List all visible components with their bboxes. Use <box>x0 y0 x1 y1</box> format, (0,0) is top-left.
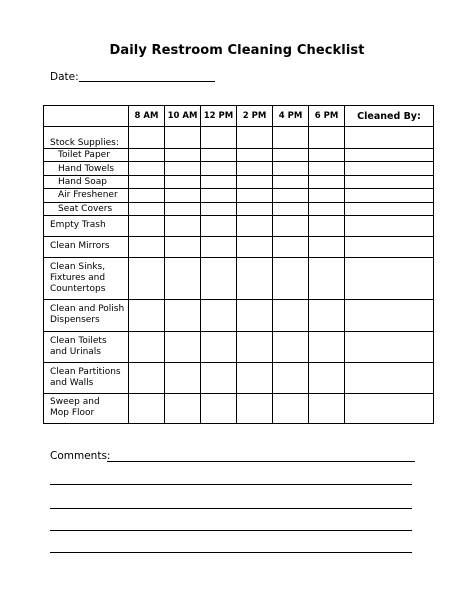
header-time-10am: 10 AM <box>165 106 201 127</box>
header-time-8am: 8 AM <box>129 106 165 127</box>
table-row <box>44 299 434 331</box>
task-label-line: Empty Trash <box>50 220 106 231</box>
check-cell[interactable] <box>129 127 165 149</box>
check-cell[interactable] <box>309 362 345 393</box>
header-time-2pm: 2 PM <box>237 106 273 127</box>
task-label-line: and Walls <box>50 377 94 388</box>
comments-line[interactable] <box>50 552 412 553</box>
table-row <box>44 127 434 149</box>
cleaned-by-cell[interactable] <box>345 215 434 236</box>
task-label-line: and Urinals <box>50 346 101 357</box>
check-cell[interactable] <box>165 215 201 236</box>
page-title: Daily Restroom Cleaning Checklist <box>109 43 365 58</box>
table-row <box>44 362 434 393</box>
task-label <box>44 215 129 236</box>
check-cell[interactable] <box>273 162 309 175</box>
check-cell[interactable] <box>273 149 309 162</box>
table-row <box>44 331 434 362</box>
check-cell[interactable] <box>129 393 165 423</box>
check-cell[interactable] <box>309 236 345 257</box>
check-cell[interactable] <box>165 189 201 202</box>
check-cell[interactable] <box>273 127 309 149</box>
check-cell[interactable] <box>165 175 201 188</box>
task-label-line: Clean Partitions <box>50 366 121 377</box>
stock-supplies-label: Stock Supplies: <box>44 127 129 149</box>
task-label-line: Clean Mirrors <box>50 241 110 252</box>
check-cell[interactable] <box>129 189 165 202</box>
cleaned-by-cell[interactable] <box>345 393 434 423</box>
stock-item-label: Seat Covers <box>44 202 129 215</box>
check-cell[interactable] <box>237 331 273 362</box>
task-label-line: Countertops <box>50 283 106 294</box>
check-cell[interactable] <box>309 162 345 175</box>
check-cell[interactable] <box>309 257 345 299</box>
check-cell[interactable] <box>237 257 273 299</box>
check-cell[interactable] <box>129 236 165 257</box>
check-cell[interactable] <box>237 236 273 257</box>
check-cell[interactable] <box>129 215 165 236</box>
check-cell[interactable] <box>273 362 309 393</box>
task-label-line: Dispensers <box>50 315 100 326</box>
stock-item-label: Hand Towels <box>44 162 129 175</box>
check-cell[interactable] <box>237 162 273 175</box>
check-cell[interactable] <box>201 127 237 149</box>
check-cell[interactable] <box>165 236 201 257</box>
check-cell[interactable] <box>129 331 165 362</box>
task-label-line: Sweep and <box>50 397 100 408</box>
check-cell[interactable] <box>201 215 237 236</box>
table-row <box>44 189 434 202</box>
check-cell[interactable] <box>237 189 273 202</box>
check-cell[interactable] <box>309 299 345 331</box>
check-cell[interactable] <box>165 362 201 393</box>
cleaned-by-cell[interactable] <box>345 202 434 215</box>
check-cell[interactable] <box>237 175 273 188</box>
check-cell[interactable] <box>129 299 165 331</box>
task-label <box>44 257 129 299</box>
comments-line[interactable] <box>50 508 412 509</box>
check-cell[interactable] <box>201 202 237 215</box>
check-cell[interactable] <box>129 257 165 299</box>
check-cell[interactable] <box>309 202 345 215</box>
check-cell[interactable] <box>273 257 309 299</box>
check-cell[interactable] <box>201 362 237 393</box>
table-row <box>44 215 434 236</box>
check-cell[interactable] <box>273 175 309 188</box>
check-cell[interactable] <box>273 236 309 257</box>
check-cell[interactable] <box>273 331 309 362</box>
header-cleaned-by: Cleaned By: <box>345 106 434 127</box>
date-field-line[interactable] <box>79 81 215 82</box>
task-label-line: Fixtures and <box>50 272 106 283</box>
cleaned-by-cell[interactable] <box>345 331 434 362</box>
cleaned-by-cell[interactable] <box>345 189 434 202</box>
table-row <box>44 257 434 299</box>
header-row <box>44 106 434 127</box>
table-row <box>44 149 434 162</box>
cleaned-by-cell[interactable] <box>345 149 434 162</box>
check-cell[interactable] <box>237 362 273 393</box>
cleaned-by-cell[interactable] <box>345 162 434 175</box>
task-label <box>44 299 129 331</box>
check-cell[interactable] <box>237 202 273 215</box>
table-row <box>44 162 434 175</box>
check-cell[interactable] <box>237 393 273 423</box>
task-label-line: Clean Sinks, <box>50 261 106 272</box>
check-cell[interactable] <box>201 299 237 331</box>
cleaned-by-cell[interactable] <box>345 257 434 299</box>
check-cell[interactable] <box>129 162 165 175</box>
check-cell[interactable] <box>309 215 345 236</box>
header-time-4pm: 4 PM <box>273 106 309 127</box>
check-cell[interactable] <box>309 189 345 202</box>
check-cell[interactable] <box>165 202 201 215</box>
task-label <box>44 236 129 257</box>
check-cell[interactable] <box>309 393 345 423</box>
check-cell[interactable] <box>273 202 309 215</box>
check-cell[interactable] <box>201 393 237 423</box>
comments-line[interactable] <box>50 484 412 485</box>
table-row <box>44 175 434 188</box>
task-label-line: Clean and Polish <box>50 304 125 315</box>
header-time-6pm: 6 PM <box>309 106 345 127</box>
check-cell[interactable] <box>201 175 237 188</box>
check-cell[interactable] <box>309 149 345 162</box>
table-row <box>44 202 434 215</box>
stock-item-label: Hand Soap <box>44 175 129 188</box>
check-cell[interactable] <box>201 149 237 162</box>
check-cell[interactable] <box>129 202 165 215</box>
check-cell[interactable] <box>165 257 201 299</box>
table-row <box>44 236 434 257</box>
check-cell[interactable] <box>129 362 165 393</box>
checklist-table <box>43 105 434 424</box>
check-cell[interactable] <box>309 127 345 149</box>
check-cell[interactable] <box>237 299 273 331</box>
check-cell[interactable] <box>309 331 345 362</box>
stock-item-label: Toilet Paper <box>44 149 129 162</box>
check-cell[interactable] <box>201 331 237 362</box>
check-cell[interactable] <box>237 215 273 236</box>
task-label-line: Clean Toilets <box>50 335 107 346</box>
cleaned-by-cell[interactable] <box>345 236 434 257</box>
check-cell[interactable] <box>165 149 201 162</box>
check-cell[interactable] <box>273 299 309 331</box>
task-label-line: Mop Floor <box>50 408 95 419</box>
check-cell[interactable] <box>201 162 237 175</box>
check-cell[interactable] <box>165 393 201 423</box>
check-cell[interactable] <box>201 257 237 299</box>
table-row <box>44 393 434 423</box>
check-cell[interactable] <box>273 189 309 202</box>
check-cell[interactable] <box>165 299 201 331</box>
comments-label: Comments: <box>50 450 111 462</box>
check-cell[interactable] <box>309 175 345 188</box>
task-label <box>44 393 129 423</box>
check-cell[interactable] <box>165 127 201 149</box>
check-cell[interactable] <box>273 393 309 423</box>
check-cell[interactable] <box>237 127 273 149</box>
comments-line[interactable] <box>50 530 412 531</box>
stock-item-label: Air Freshener <box>44 189 129 202</box>
task-label <box>44 331 129 362</box>
header-task-cell <box>44 106 129 127</box>
check-cell[interactable] <box>129 175 165 188</box>
task-label <box>44 362 129 393</box>
check-cell[interactable] <box>165 162 201 175</box>
check-cell[interactable] <box>201 236 237 257</box>
cleaned-by-cell[interactable] <box>345 362 434 393</box>
check-cell[interactable] <box>273 215 309 236</box>
check-cell[interactable] <box>165 331 201 362</box>
check-cell[interactable] <box>201 189 237 202</box>
comments-line[interactable] <box>107 461 415 462</box>
cleaned-by-cell[interactable] <box>345 175 434 188</box>
date-label: Date: <box>50 71 79 83</box>
header-time-12pm: 12 PM <box>201 106 237 127</box>
cleaned-by-cell[interactable] <box>345 127 434 149</box>
check-cell[interactable] <box>129 149 165 162</box>
check-cell[interactable] <box>237 149 273 162</box>
cleaned-by-cell[interactable] <box>345 299 434 331</box>
